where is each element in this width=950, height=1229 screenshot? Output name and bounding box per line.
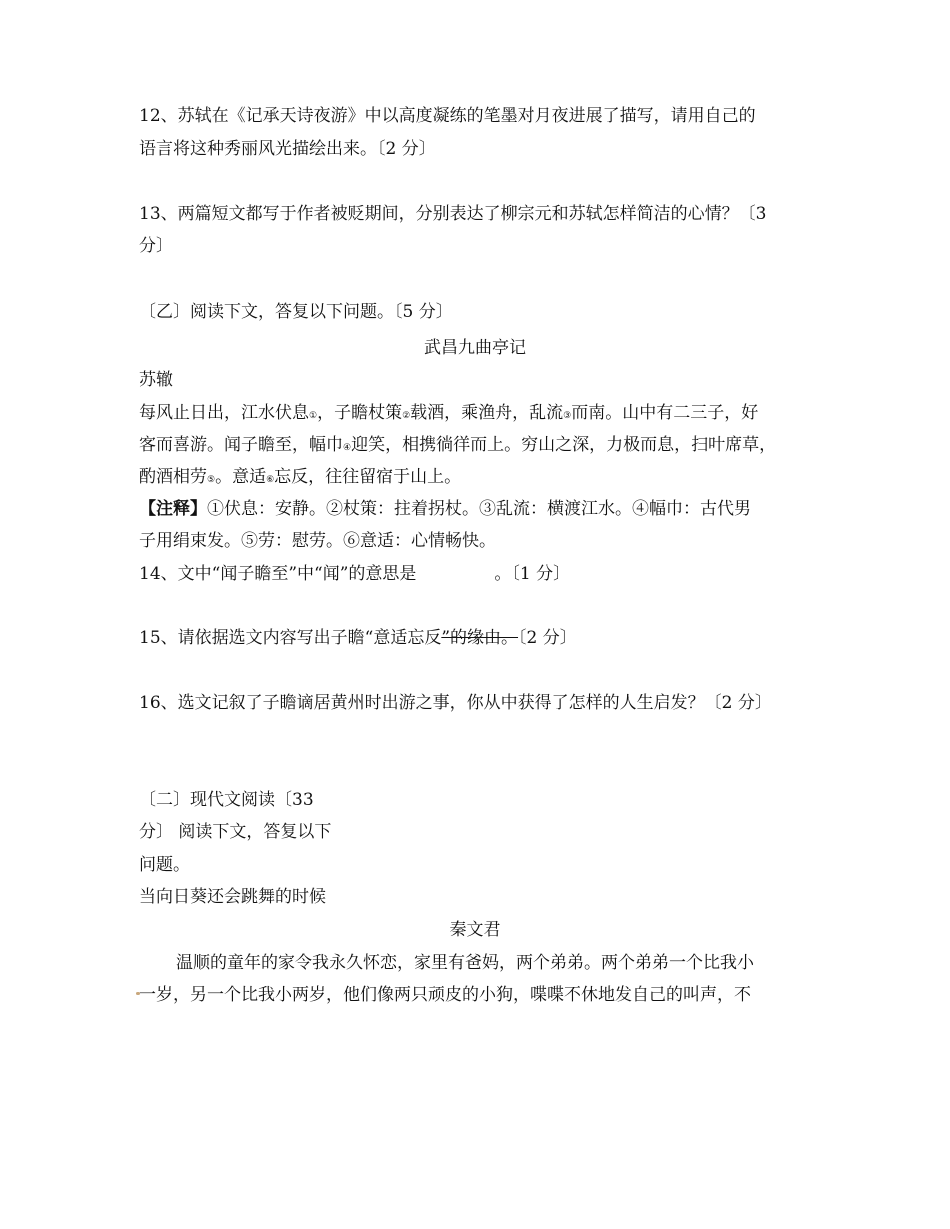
q15	[139, 626, 577, 650]
note-marker: ⑥	[266, 475, 275, 485]
classical-line2	[139, 433, 776, 457]
annotation-line2: 子用绢束发。⑤劳：慰劳。⑥意适：心情畅快。	[139, 531, 496, 551]
q14-text: 14、文中“闻子瞻至”中“闻”的意思是	[139, 564, 417, 584]
text-segment: 迎笑，相携徜徉而上。穷山之深，力极而息，扫叶席草，	[351, 435, 777, 455]
q15-text: 15、请依据选文内容写出子瞻“意适忘反	[139, 628, 442, 648]
essay-para-line1: 温顺的童年的家令我永久怀恋，家里有爸妈，两个弟弟。两个弟弟一个比我小	[176, 953, 754, 973]
classical-line3	[139, 465, 461, 489]
q12-line1: 12、苏轼在《记承天诗夜游》中以高度凝练的笔墨对月夜进展了描写，请用自己的	[139, 106, 756, 126]
annotation-label: 【注释】	[139, 499, 207, 519]
essay-para-line2: 一岁，另一个比我小两岁，他们像两只顽皮的小狗，喋喋不休地发自己的叫声，不	[139, 985, 751, 1005]
text-segment: 。意适	[215, 467, 267, 487]
classical-author: 苏辙	[139, 370, 173, 390]
part2-heading-line2: 分〕 阅读下文，答复以下	[139, 822, 332, 842]
annotation-text: ①伏息：安静。②杖策：拄着拐杖。③乱流：横渡江水。④幅巾：古代男	[207, 499, 751, 519]
note-marker: ③	[563, 411, 572, 421]
part2-heading-line3: 问题。	[139, 855, 190, 875]
text-segment: 而南。山中有二三子，好	[571, 403, 759, 423]
text-segment: 忘反，往往留宿于山上。	[274, 467, 462, 487]
text-segment: 载酒，乘渔舟，乱流	[410, 403, 564, 423]
classical-title: 武昌九曲亭记	[424, 338, 526, 358]
classical-line1	[139, 401, 758, 425]
q16: 16、选文记叙了子瞻谪居黄州时出游之事，你从中获得了怎样的人生启发？〔2 分〕	[139, 693, 772, 713]
essay-title: 当向日葵还会跳舞的时候	[139, 887, 326, 907]
q14-points: 。〔1 分〕	[494, 564, 571, 584]
note-marker: ④	[343, 443, 352, 453]
text-segment: ，子瞻杖策	[317, 403, 403, 423]
essay-author: 秦文君	[449, 920, 501, 940]
text-segment: 酌酒相劳	[139, 467, 207, 487]
note-marker: ②	[402, 411, 411, 421]
text-segment: 客而喜游。闻子瞻至，幅巾	[139, 435, 343, 455]
q13-line2: 分〕	[139, 236, 173, 256]
q15-points: 〔2 分〕	[518, 628, 577, 648]
q14	[139, 562, 570, 586]
q12-line2: 语言将这种秀丽风光描绘出来。〔2 分〕	[139, 139, 436, 159]
text-segment: 每风止日出，江水伏息	[139, 403, 309, 423]
note-marker: ⑤	[207, 475, 216, 485]
q13-line1: 13、两篇短文都写于作者被贬期间，分别表达了柳宗元和苏轼怎样简洁的心情？〔3	[139, 204, 767, 224]
annotation-line1	[139, 497, 751, 521]
q15-struck-text: ”的缘由。	[441, 628, 519, 648]
part-b-intro: 〔乙〕阅读下文，答复以下问题。〔5 分〕	[139, 302, 453, 322]
note-marker: ①	[309, 411, 318, 421]
part2-heading-line1: 〔二〕现代文阅读〔33	[139, 790, 314, 810]
